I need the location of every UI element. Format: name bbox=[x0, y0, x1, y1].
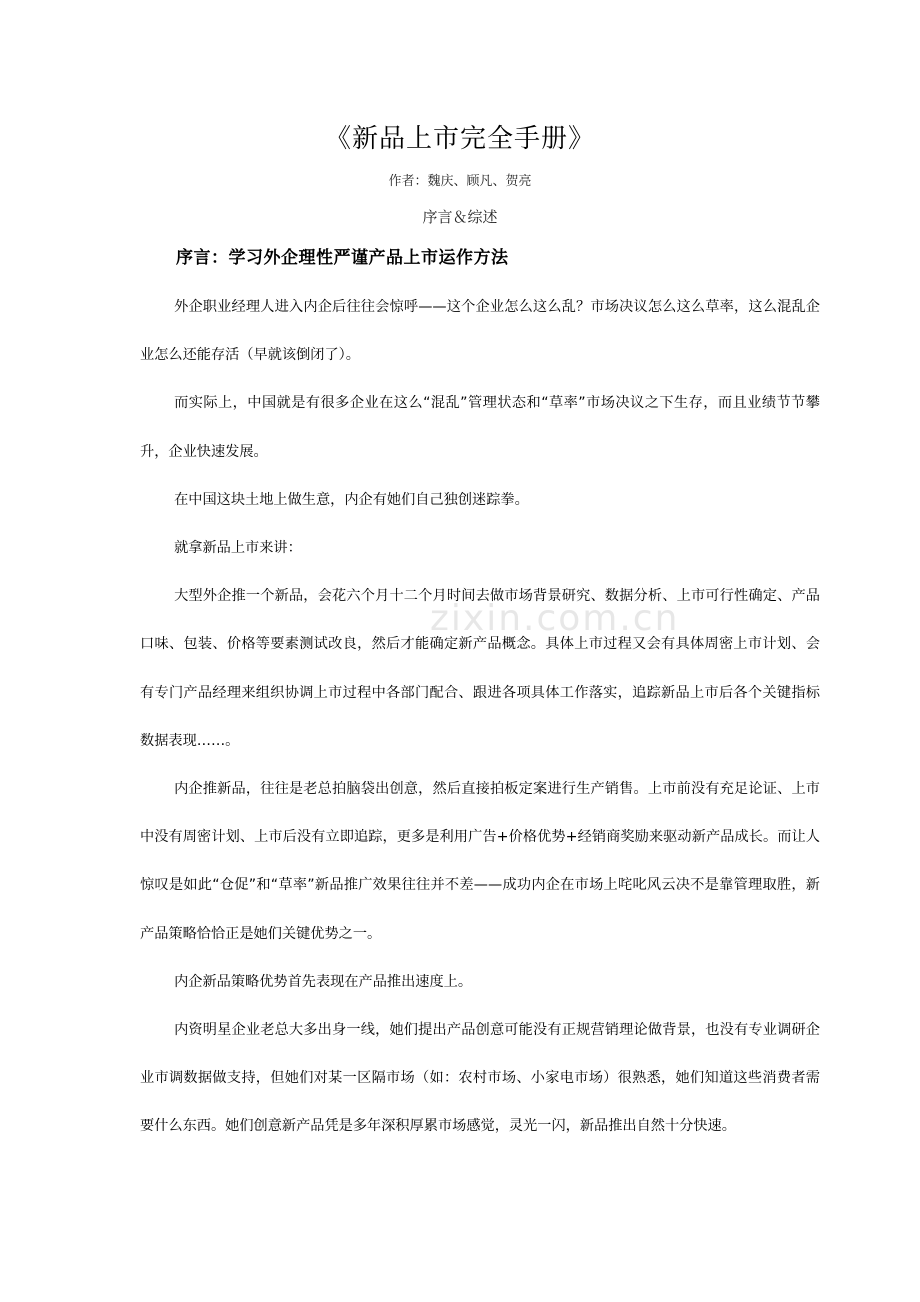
section-label: 序言＆综述 bbox=[422, 208, 498, 226]
document-title: 《新品上市完全手册》 bbox=[324, 124, 595, 154]
paragraph: 外企职业经理人进入内企后往往会惊呼——这个企业怎么这么乱？市场决议怎么这么草率，这么混乱企业怎么还能存活（早就该倒闭了）。 bbox=[140, 299, 820, 364]
paragraph: 就拿新品上市来讲： bbox=[174, 540, 302, 557]
section-heading: 序言：学习外企理性严谨产品上市运作方法 bbox=[176, 248, 509, 268]
paragraph: 而实际上，中国就是有很多企业在这么“混乱”管理状态和“草率”市场决议之下生存，而且业绩节节攀升，企业快速发展。 bbox=[140, 395, 820, 460]
paragraph: 内资明星企业老总大多出身一线，她们提出产品创意可能没有正规营销理论做背景，也没有专业调研企业市调数据做支持，但她们对某一区隔市场（如：农村市场、小家电市场）很熟悉，她们知道这些消费者需要什么东西。她们创意新产品凭是多年深积厚累市场感觉，灵光一闪，新品推出自然十分快速。 bbox=[140, 1022, 820, 1135]
paragraph: 大型外企推一个新品，会花六个月十二个月时间去做市场背景研究、数据分析、上市可行性确定、产品口味、包装、价格等要素测试改良，然后才能确定新产品概念。具体上市过程又会有具体周密上市计划、会有专门产品经理来组织协调上市过程中各部门配合、跟进各项具体工作落实，追踪新品上市后各个关键指标数据表现……。 bbox=[140, 588, 820, 749]
document-body bbox=[140, 283, 820, 1151]
watermark: zixin.com.cn bbox=[430, 598, 680, 639]
paragraph: 内企推新品，往往是老总拍脑袋出创意，然后直接拍板定案进行生产销售。上市前没有充足论证、上市中没有周密计划、上市后没有立即追踪，更多是利用广告+价格优势+经销商奖励来驱动新产品成长。而让人惊叹是如此“仓促”和“草率”新品推广效果往往并不差——成功内企在市场上咤叱风云决不是靠管理取胜，新产品策略恰恰正是她们关键优势之一。 bbox=[140, 781, 820, 942]
paragraph: 在中国这块土地上做生意，内企有她们自己独创迷踪拳。 bbox=[174, 491, 529, 508]
document-authors: 作者：魏庆、顾凡、贺亮 bbox=[388, 174, 532, 189]
paragraph: 内企新品策略优势首先表现在产品推出速度上。 bbox=[174, 973, 473, 990]
